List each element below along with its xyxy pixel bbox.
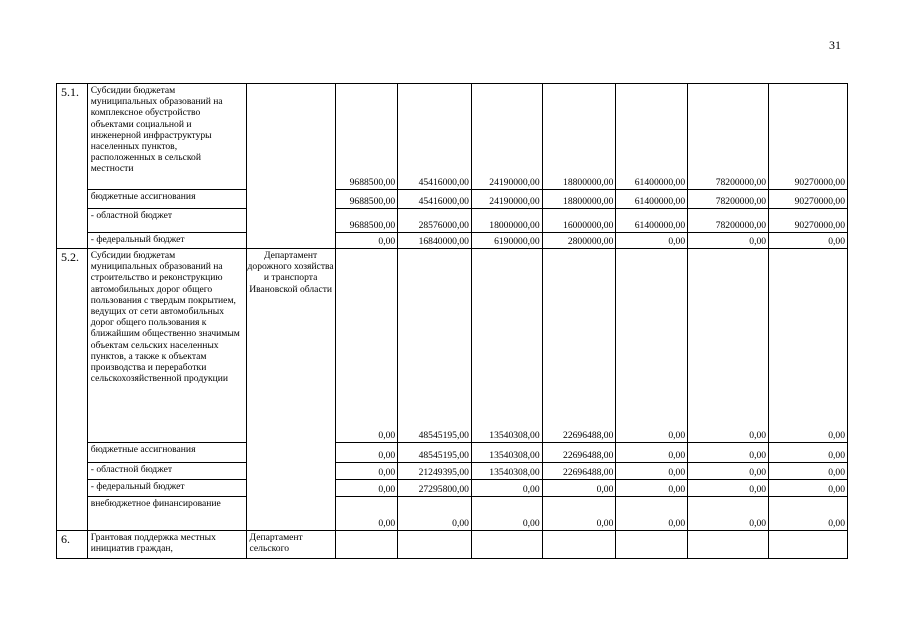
value-cell: 90270000,00 — [769, 84, 848, 190]
value-cell: 0,00 — [616, 443, 688, 463]
value-cell: 0,00 — [616, 463, 688, 480]
value-cell: 0,00 — [335, 497, 398, 531]
value-cell: 0,00 — [616, 233, 688, 249]
value-cell: 78200000,00 — [688, 209, 769, 233]
value-cell: 0,00 — [688, 233, 769, 249]
value-cell: 0,00 — [688, 463, 769, 480]
value-cell: 78200000,00 — [688, 84, 769, 190]
table-row — [57, 209, 848, 233]
value-cell: 18800000,00 — [542, 84, 616, 190]
value-cell: 0,00 — [688, 249, 769, 443]
table-row — [57, 190, 848, 209]
executor: Департамент сельского — [246, 531, 335, 559]
page-number: 31 — [829, 38, 841, 52]
value-cell: 0,00 — [616, 480, 688, 497]
value-cell: 27295800,00 — [398, 480, 472, 497]
table-row — [57, 463, 848, 480]
value-cell: 0,00 — [769, 497, 848, 531]
value-cell: 9688500,00 — [335, 209, 398, 233]
value-cell — [335, 531, 398, 559]
value-cell — [542, 531, 616, 559]
table-row — [57, 480, 848, 497]
value-cell: 61400000,00 — [616, 190, 688, 209]
value-cell: 0,00 — [688, 480, 769, 497]
value-cell: 45416000,00 — [398, 190, 472, 209]
value-cell: 13540308,00 — [471, 463, 542, 480]
value-cell: 0,00 — [688, 443, 769, 463]
value-cell: 61400000,00 — [616, 209, 688, 233]
table-row — [57, 233, 848, 249]
value-cell: 9688500,00 — [335, 190, 398, 209]
value-cell: 0,00 — [471, 497, 542, 531]
value-cell: 9688500,00 — [335, 84, 398, 190]
table-row — [57, 497, 848, 531]
value-cell: 0,00 — [769, 443, 848, 463]
measure-name: - областной бюджет — [87, 209, 246, 233]
value-cell: 13540308,00 — [471, 249, 542, 443]
table-row — [57, 84, 848, 190]
value-cell: 0,00 — [616, 497, 688, 531]
budget-table — [56, 83, 848, 559]
value-cell: 0,00 — [769, 249, 848, 443]
value-cell: 24190000,00 — [471, 84, 542, 190]
value-cell: 0,00 — [335, 233, 398, 249]
table-row — [57, 443, 848, 463]
value-cell — [471, 531, 542, 559]
value-cell: 0,00 — [335, 463, 398, 480]
row-number: 5.2. — [57, 249, 88, 531]
table-row — [57, 531, 848, 559]
table-row — [57, 249, 848, 443]
value-cell: 90270000,00 — [769, 209, 848, 233]
value-cell: 0,00 — [398, 497, 472, 531]
measure-name: - федеральный бюджет — [87, 233, 246, 249]
measure-name: Грантовая поддержка местных инициатив граждан, — [87, 531, 246, 559]
value-cell: 0,00 — [542, 480, 616, 497]
value-cell: 78200000,00 — [688, 190, 769, 209]
value-cell: 22696488,00 — [542, 443, 616, 463]
value-cell: 28576000,00 — [398, 209, 472, 233]
measure-name: - федеральный бюджет — [87, 480, 246, 497]
row-number: 6. — [57, 531, 88, 559]
value-cell: 0,00 — [769, 463, 848, 480]
value-cell: 18000000,00 — [471, 209, 542, 233]
value-cell — [769, 531, 848, 559]
value-cell: 6190000,00 — [471, 233, 542, 249]
value-cell: 18800000,00 — [542, 190, 616, 209]
measure-name: - областной бюджет — [87, 463, 246, 480]
executor — [246, 84, 335, 249]
measure-name: внебюджетное финансирование — [87, 497, 246, 531]
value-cell: 2800000,00 — [542, 233, 616, 249]
executor: Департамент дорожного хозяйства и транспорта Ивановской области — [246, 249, 335, 531]
value-cell — [398, 531, 472, 559]
value-cell: 16000000,00 — [542, 209, 616, 233]
measure-name: Субсидии бюджетам муниципальных образований на строительство и реконструкцию автомобильных дорог общего пользования с твердым покрытием, ведущих от сети автомобильных дорог общего пользования к ближайшим общественно значимым объектам сельских населенных пунктов, а также к объектам производства и переработки сельскохозяйственной продукции — [87, 249, 246, 443]
value-cell — [616, 531, 688, 559]
value-cell: 13540308,00 — [471, 443, 542, 463]
value-cell: 0,00 — [688, 497, 769, 531]
measure-name: Субсидии бюджетам муниципальных образований на комплексное обустройство объектами социальной и инженерной инфраструктуры населенных пунктов, расположенных в сельской местности — [87, 84, 246, 190]
value-cell: 45416000,00 — [398, 84, 472, 190]
value-cell: 0,00 — [769, 480, 848, 497]
value-cell: 24190000,00 — [471, 190, 542, 209]
measure-name: бюджетные ассигнования — [87, 190, 246, 209]
value-cell: 16840000,00 — [398, 233, 472, 249]
value-cell: 0,00 — [335, 443, 398, 463]
value-cell: 21249395,00 — [398, 463, 472, 480]
value-cell: 0,00 — [542, 497, 616, 531]
value-cell: 0,00 — [471, 480, 542, 497]
row-number: 5.1. — [57, 84, 88, 249]
measure-name: бюджетные ассигнования — [87, 443, 246, 463]
value-cell: 0,00 — [335, 480, 398, 497]
value-cell: 90270000,00 — [769, 190, 848, 209]
value-cell — [688, 531, 769, 559]
value-cell: 0,00 — [616, 249, 688, 443]
value-cell: 22696488,00 — [542, 249, 616, 443]
value-cell: 48545195,00 — [398, 249, 472, 443]
value-cell: 22696488,00 — [542, 463, 616, 480]
value-cell: 0,00 — [335, 249, 398, 443]
value-cell: 0,00 — [769, 233, 848, 249]
value-cell: 48545195,00 — [398, 443, 472, 463]
value-cell: 61400000,00 — [616, 84, 688, 190]
